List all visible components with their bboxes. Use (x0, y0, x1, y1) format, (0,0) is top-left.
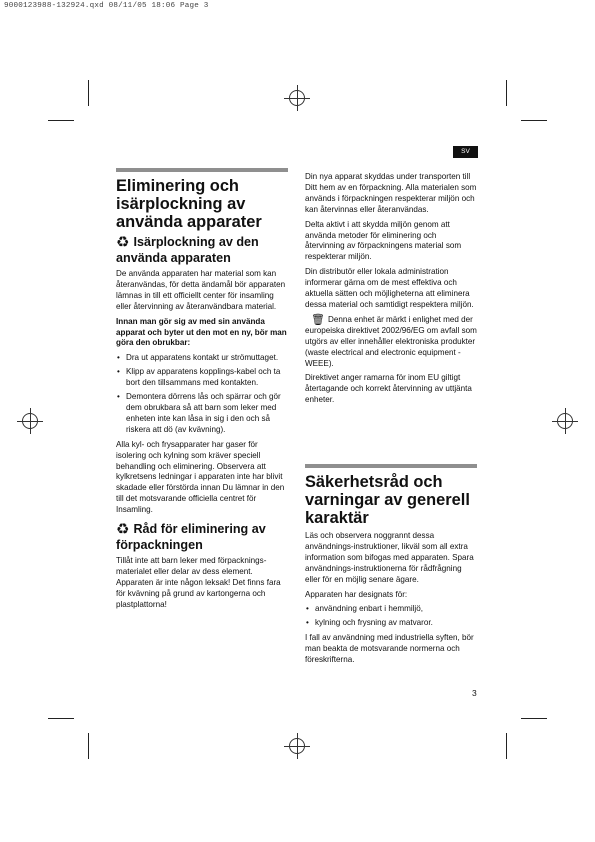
registration-mark (289, 738, 305, 754)
bullet-list (305, 604, 477, 629)
paragraph-weee (305, 315, 477, 370)
paragraph: De använda apparaten har material som kan återanvändas, för detta ändamål bör apparaten lämnas in till ett officiellt center för insamling eller återvinning av återanvändbara material. (116, 269, 286, 311)
heading-bar (305, 464, 477, 468)
crop-mark (88, 733, 89, 759)
list-item: • Klipp av apparatens kopplings-kabel och ta bort den tillsammans med kontakten. (116, 367, 288, 389)
crop-mark (88, 80, 89, 106)
crop-mark (506, 733, 507, 759)
right-column-section-2 (305, 464, 477, 670)
crop-mark (506, 80, 507, 106)
paragraph: Tillåt inte att barn leker med förpacknings-materialet eller delar av dess element. Apparaten är inte någon leksak! Det finns fara för kvävning på grund av kartongerna och plastplattorna! (116, 556, 281, 609)
recycle-icon: ♻ (116, 521, 130, 539)
section-title: Säkerhetsråd och varningar av generell karaktär (305, 473, 470, 527)
list-item: • Demontera dörrens lås och spärrar och gör dem obrukbara så att barn som leker med enheten inte kan låsa in sig i den och så riskera att dö (av kvävning). (116, 392, 288, 436)
registration-mark (22, 413, 38, 429)
language-tab: SV (453, 146, 478, 158)
bullet-list (116, 353, 288, 435)
crop-mark (48, 120, 74, 121)
recycle-icon: ♻ (116, 234, 130, 251)
crop-mark (48, 718, 74, 719)
paragraph: I fall av användning med industriella syften, bör man beakta de motsvarande normerna och föreskrifterna. (305, 633, 474, 665)
left-column (116, 168, 288, 615)
subsection-title-text: Isärplockning av den använda apparaten (116, 235, 259, 265)
paragraph: Din nya apparat skyddas under transporten till Ditt hem av en förpackning. Alla materialen som används i förpackningen respekterar miljön och kan återvinnas eller återanvändas. (305, 172, 477, 214)
crop-mark (521, 718, 547, 719)
list-item: • användning enbart i hemmiljö, (305, 604, 477, 615)
paragraph: Direktivet anger ramarna för inom EU giltigt återtagande och korrekt återvinning av uttjänta enheter. (305, 373, 472, 405)
subsection-title (116, 522, 288, 552)
weee-text: Denna enhet är märkt i enlighet med der europeiska direktivet 2002/96/EG om avfall som utgörs av eller innehåller elektroniska produkter (waste electrical and electronic equipment - WEEE). (305, 314, 477, 368)
heading-bar (116, 168, 288, 172)
paragraph-bold: Innan man gör sig av med sin använda apparat och byter ut den mot en ny, bör man göra den obrukbar: (116, 316, 287, 348)
weee-bin-icon: 🗑 (311, 313, 325, 326)
registration-mark (289, 90, 305, 106)
page-number: 3 (472, 688, 477, 698)
paragraph: Läs och observera noggrannt dessa användnings-instruktioner, likväl som all extra information som bifogas med apparaten. Spara användnings-instruktionerna för rådfrågning eller för en möjlig senare ägare. (305, 531, 474, 584)
subsection-title-text: Råd för eliminering av förpackningen (116, 522, 266, 552)
list-item: • kylning och frysning av matvaror. (305, 618, 477, 629)
paragraph: Delta aktivt i att skydda miljön genom att använda metoder för eliminering och återvinning av förpackningens material som respekterar miljön. (305, 219, 462, 262)
registration-mark (557, 413, 573, 429)
paragraph: Alla kyl- och frysapparater har gaser för isolering och kylning som kräver speciell behandling och eliminering. Observera att kylkretsens ledningar i apparaten inte har blivit skadade eller förstörda innan Du lämnar in den till det motsvarande officiella centret för Insamling. (116, 439, 285, 515)
print-slug: 9000123988-132924.qxd 08/11/05 18:06 Page 3 (4, 2, 209, 10)
section-title: Eliminering och isärplockning av använda apparater (116, 177, 262, 231)
subsection-title (116, 235, 288, 265)
right-column (305, 172, 477, 410)
list-item: • Dra ut apparatens kontakt ur strömuttaget. (116, 353, 288, 364)
paragraph: Din distributör eller lokala administration informerar gärna om de mest effektiva och aktuella sätten och möjligheterna att eliminera dessa material och samtidigt respektera miljön. (305, 267, 474, 309)
crop-mark (521, 120, 547, 121)
paragraph: Apparaten har designats för: (305, 589, 408, 599)
